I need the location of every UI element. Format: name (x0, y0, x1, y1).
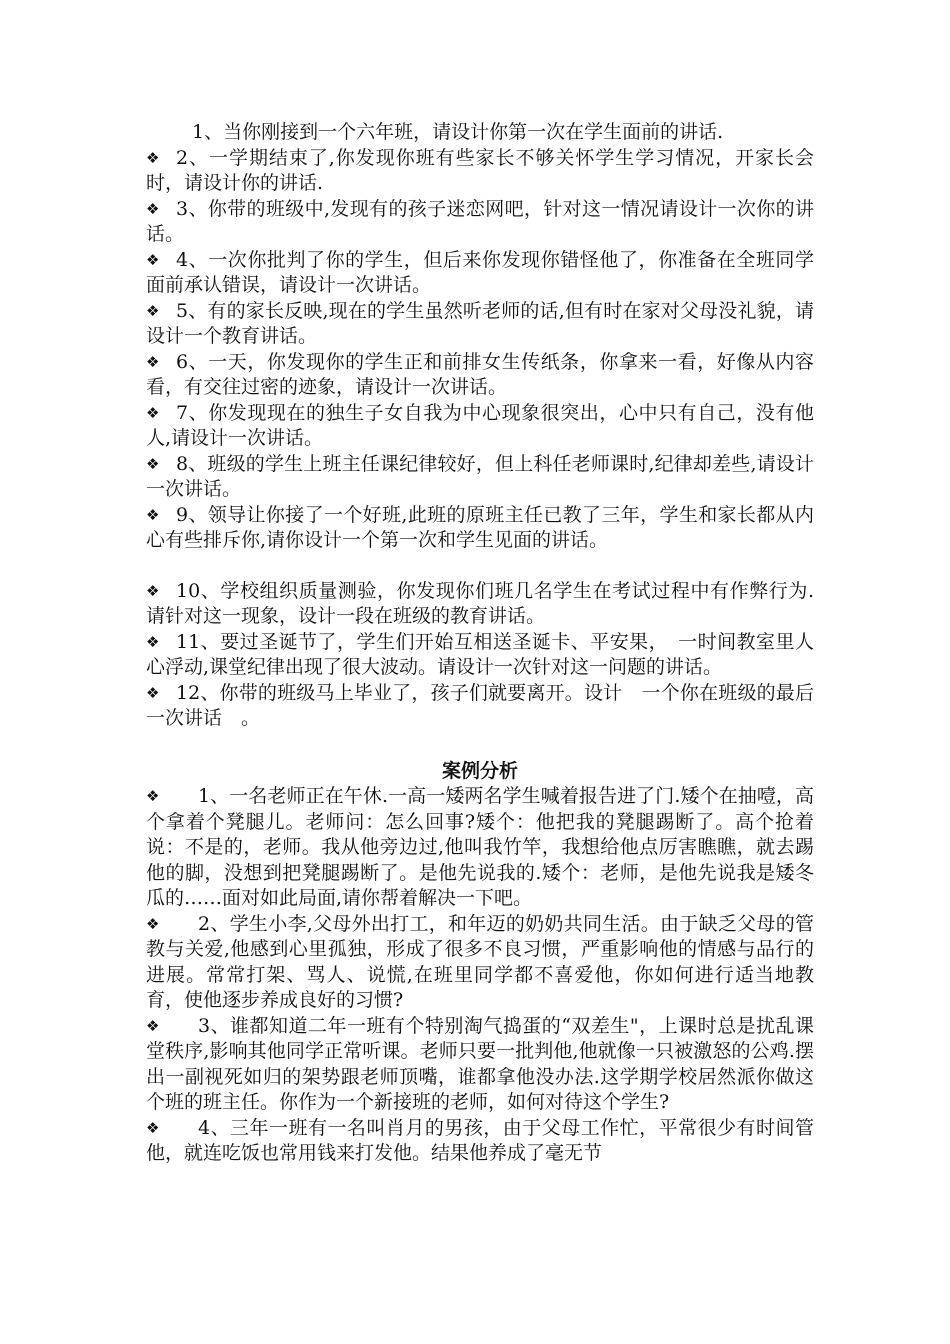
diamond-bullet-icon: ❖ (146, 1016, 160, 1035)
paragraph-gap (146, 554, 814, 579)
question-item (146, 350, 814, 401)
question-text: 5、有的家长反映,现在的学生虽然听老师的话,但有时在家对父母没礼貌，请设计一个教育讲话。 (146, 299, 814, 347)
question-item (146, 401, 814, 452)
question-item (146, 146, 814, 197)
question-text: 3、你带的班级中,发现有的孩子迷恋网吧，针对这一情况请设计一次你的讲话。 (146, 197, 814, 245)
question-text: 4、一次你批判了你的学生，但后来你发现你错怪他了，你准备在全班同学面前承认错误，请设计一次讲话。 (146, 248, 814, 296)
question-text: 7、你发现现在的独生子女自我为中心现象很突出，心中只有自己，没有他人,请设计一次讲话。 (146, 401, 814, 449)
question-text: 10、学校组织质量测验，你发现你们班几名学生在考试过程中有作弊行为.请针对这一现象，设计一段在班级的教育讲话。 (146, 579, 814, 627)
question-item (146, 197, 814, 248)
diamond-bullet-icon: ❖ (146, 352, 160, 371)
diamond-bullet-icon: ❖ (146, 301, 160, 320)
diamond-bullet-icon: ❖ (146, 199, 160, 218)
diamond-bullet-icon: ❖ (146, 250, 160, 269)
diamond-bullet-icon: ❖ (146, 683, 160, 702)
question-item (146, 248, 814, 299)
document-page (146, 120, 814, 1167)
case-text: 4、三年一班有一名叫肖月的男孩，由于父母工作忙，平常很少有时间管他，就连吃饭也常用钱来打发他。结果他养成了毫无节 (146, 1116, 814, 1164)
case-item (146, 1116, 814, 1167)
question-item (146, 452, 814, 503)
diamond-bullet-icon: ❖ (146, 914, 160, 933)
question-text: 12、你带的班级马上毕业了，孩子们就要离开。设计 一个你在班级的最后一次讲话 。 (146, 681, 814, 729)
diamond-bullet-icon: ❖ (146, 403, 160, 422)
question-item (146, 299, 814, 350)
question-text: 6、一天，你发现你的学生正和前排女生传纸条，你拿来一看，好像从内容看，有交往过密的迹象，请设计一次讲话。 (146, 350, 814, 398)
question-item (146, 120, 814, 146)
question-item (146, 630, 814, 681)
paragraph-gap (146, 732, 814, 759)
question-item (146, 503, 814, 554)
case-text: 3、谁都知道二年一班有个特别淘气捣蛋的“双差生"，上课时总是扰乱课堂秩序,影响其他同学正常听课。老师只要一批判他,他就像一只被激怒的公鸡.摆出一副视死如归的架势跟老师顶嘴，谁都拿他没办法.这学期学校居然派你做这个班的班主任。你作为一个新接班的老师，如何对待这个学生? (146, 1014, 814, 1113)
diamond-bullet-icon: ❖ (146, 787, 160, 805)
question-text: 9、领导让你接了一个好班,此班的原班主任已教了三年，学生和家长都从内心有些排斥你,请你设计一个第一次和学生见面的讲话。 (146, 503, 814, 551)
diamond-bullet-icon: ❖ (146, 632, 160, 651)
case-text: 2、学生小李,父母外出打工，和年迈的奶奶共同生活。由于缺乏父母的管教与关爱,他感到心里孤独，形成了很多不良习惯，严重影响他的情感与品行的进展。常常打架、骂人、说慌,在班里同学都不喜爱他，你如何进行适当地教育，使他逐步养成良好的习惯? (146, 912, 814, 1011)
diamond-bullet-icon: ❖ (146, 505, 160, 524)
question-text: 11、要过圣诞节了，学生们开始互相送圣诞卡、平安果， 一时间教室里人心浮动,课堂纪律出现了很大波动。请设计一次针对这一问题的讲话。 (146, 630, 814, 678)
section-title: 案例分析 (441, 759, 518, 782)
diamond-bullet-icon: ❖ (146, 454, 160, 473)
question-text: 2、一学期结束了,你发现你班有些家长不够关怀学生学习情况，开家长会时，请设计你的讲话. (146, 146, 814, 194)
diamond-bullet-icon: ❖ (146, 148, 160, 167)
case-item (146, 912, 814, 1014)
question-text: 1、当你刚接到一个六年班，请设计你第一次在学生面前的讲话. (192, 121, 724, 143)
diamond-bullet-icon: ❖ (146, 581, 160, 600)
case-item (146, 784, 814, 912)
case-item (146, 1014, 814, 1116)
question-text: 8、班级的学生上班主任课纪律较好，但上科任老师课时,纪律却差些,请设计一次讲话。 (146, 452, 814, 500)
question-item (146, 579, 814, 630)
question-item (146, 681, 814, 732)
case-text: 1、一名老师正在午休.一高一矮两名学生喊着报告进了门.矮个在抽噎，高个拿着个凳腿儿。老师问：怎么回事?矮个：他把我的凳腿踢断了。高个抢着说：不是的，老师。我从他旁边过,他叫我竹竿，我想给他点厉害瞧瞧，就去踢他的脚，没想到把凳腿踢断了。是他先说我的.矮个：老师，是他先说我是矮冬瓜的……面对如此局面,请你帮着解决一下吧。 (146, 785, 814, 909)
diamond-bullet-icon: ❖ (146, 1118, 160, 1137)
